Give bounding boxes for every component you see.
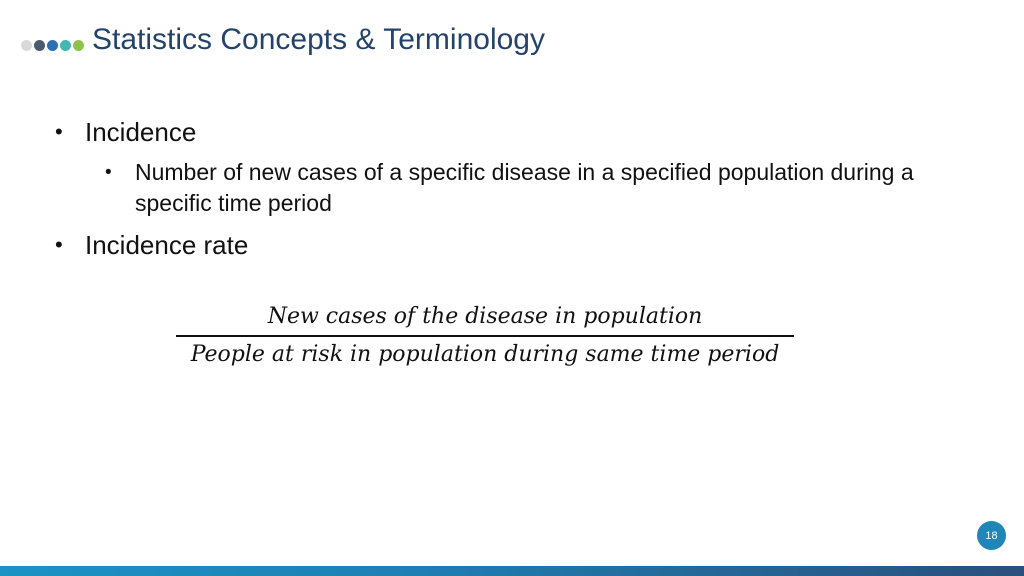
bullet-text: Incidence — [85, 117, 197, 147]
sub-bullet-text: Number of new cases of a specific disease in a specified population during a specific time period — [135, 159, 914, 216]
bullet-icon: • — [105, 162, 112, 183]
bullet-text: Incidence rate — [85, 230, 249, 260]
bullet-incidence — [55, 112, 955, 152]
header-dot-icon — [34, 40, 45, 51]
formula-numerator: New cases of the disease in population — [267, 304, 703, 329]
bullet-icon: • — [55, 119, 63, 144]
formula-denominator: People at risk in population during same time period — [190, 342, 780, 367]
incidence-rate-formula — [176, 302, 794, 370]
bullet-incidence-rate — [55, 225, 955, 265]
footer-accent-bar — [0, 566, 1024, 576]
header-dot-icon — [21, 40, 32, 51]
header-decoration-dots — [21, 39, 84, 51]
page-number-badge: 18 — [977, 521, 1006, 550]
slide-title: Statistics Concepts & Terminology — [92, 23, 545, 56]
sub-bullet-incidence-definition — [105, 157, 955, 219]
slide-content — [55, 112, 955, 265]
bullet-icon: • — [55, 232, 63, 257]
header-dot-icon — [47, 40, 58, 51]
header-dot-icon — [73, 40, 84, 51]
header-dot-icon — [60, 40, 71, 51]
